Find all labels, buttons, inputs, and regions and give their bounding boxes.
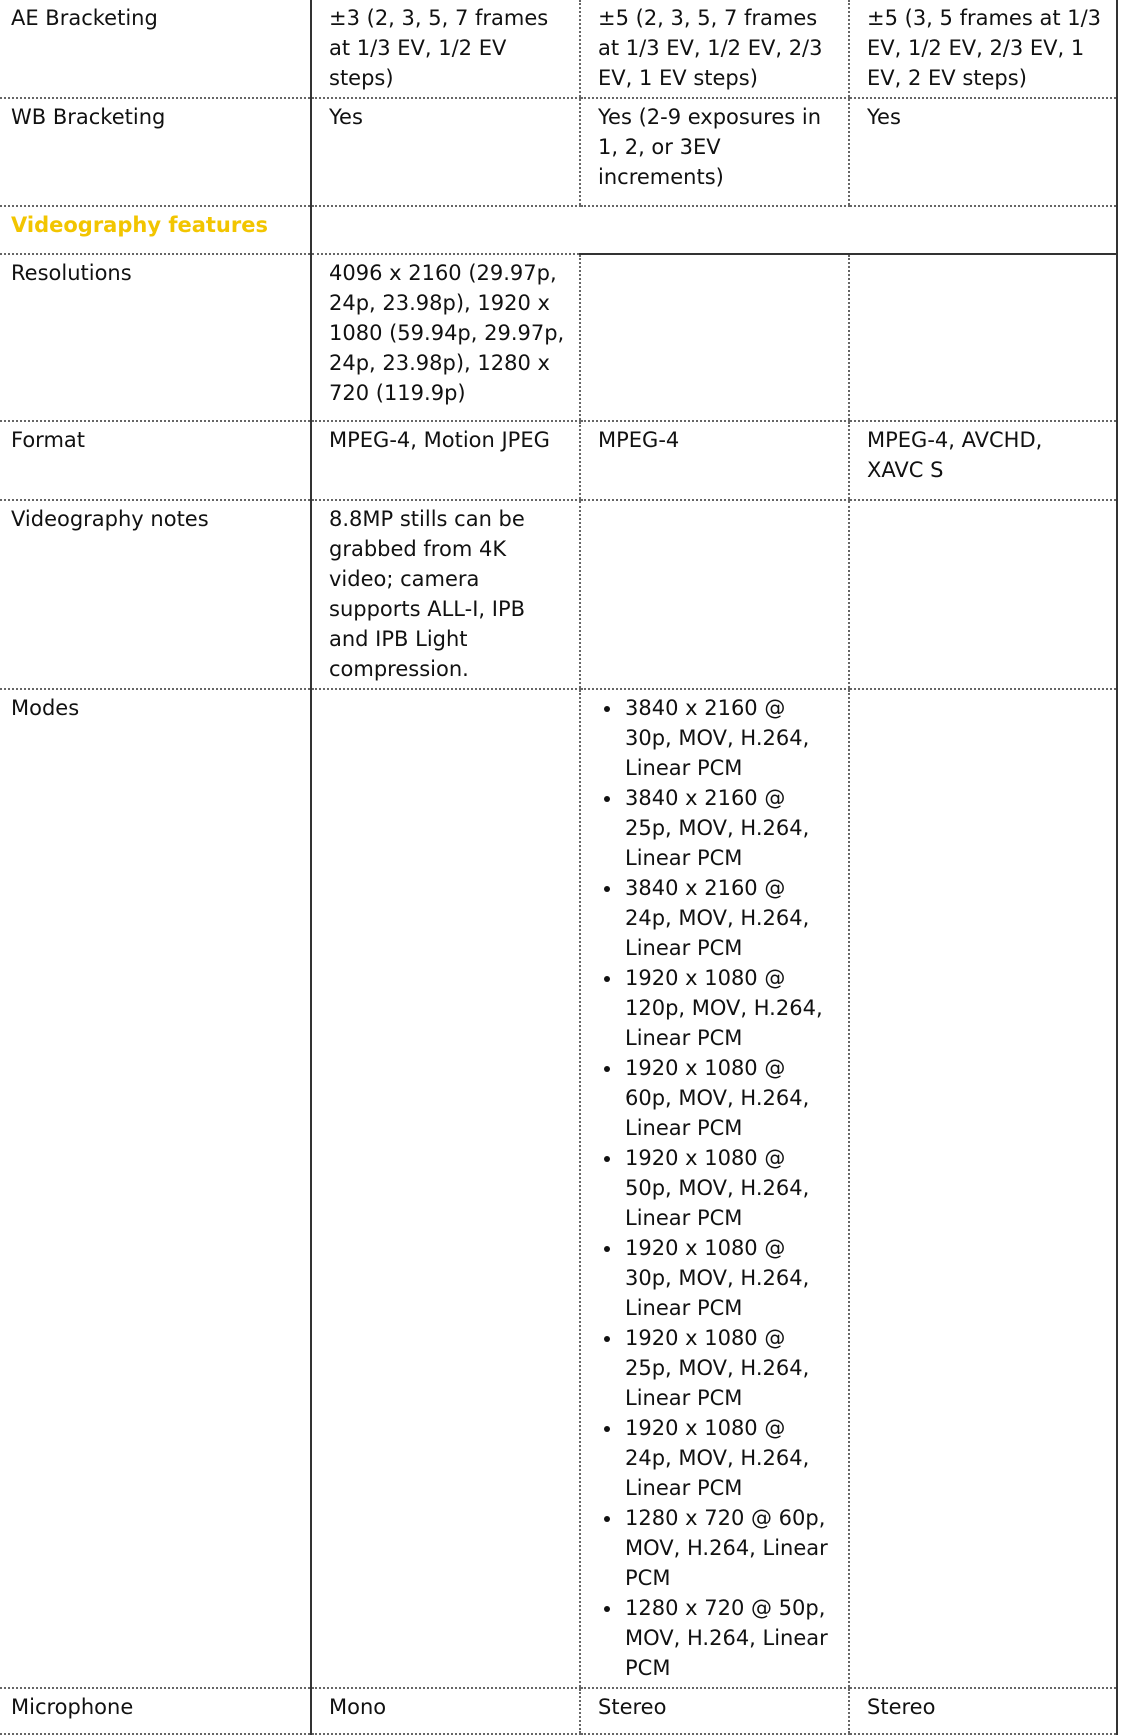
cell-camera-2 (580, 689, 849, 1688)
cell-camera-1: 4096 x 2160 (29.97p, 24p, 23.98p), 1920 x 1080 (59.94p, 29.97p, 24p, 23.98p), 1280 x 720 (119.9p) (311, 254, 580, 421)
row-label: Format (0, 421, 311, 500)
modes-list-item: • 1920 x 1080 @ 30p, MOV, H.264, Linear PCM (623, 1233, 836, 1323)
modes-list-item: • 1920 x 1080 @ 60p, MOV, H.264, Linear PCM (623, 1053, 836, 1143)
cell-camera-3 (849, 254, 1117, 421)
cell-camera-1: Yes (311, 98, 580, 206)
cell-camera-3: MPEG-4, AVCHD, XAVC S (849, 421, 1117, 500)
section-title (0, 206, 311, 254)
modes-list-item: • 1280 x 720 @ 60p, MOV, H.264, Linear PCM (623, 1503, 836, 1593)
section-title-text: Videography features (11, 213, 268, 237)
cell-camera-2: Stereo (580, 1688, 849, 1734)
table-row-videography-notes (0, 500, 1117, 689)
cell-camera-3 (849, 500, 1117, 689)
row-label: Microphone (0, 1688, 311, 1734)
cell-camera-3 (849, 689, 1117, 1688)
table-row-microphone (0, 1688, 1117, 1734)
cell-camera-1: ±3 (2, 3, 5, 7 frames at 1/3 EV, 1/2 EV steps) (311, 0, 580, 98)
modes-list (598, 693, 836, 1683)
cell-camera-2 (580, 254, 849, 421)
cell-camera-2: MPEG-4 (580, 421, 849, 500)
row-label: WB Bracketing (0, 98, 311, 206)
row-label: AE Bracketing (0, 0, 311, 98)
section-empty-cell (311, 206, 1117, 254)
row-label: Videography notes (0, 500, 311, 689)
table-row-modes (0, 689, 1117, 1688)
modes-list-item: • 1920 x 1080 @ 50p, MOV, H.264, Linear PCM (623, 1143, 836, 1233)
modes-list-item: • 1280 x 720 @ 50p, MOV, H.264, Linear PCM (623, 1593, 836, 1683)
modes-list-item: • 1920 x 1080 @ 24p, MOV, H.264, Linear PCM (623, 1413, 836, 1503)
cell-camera-1: Mono (311, 1688, 580, 1734)
row-label: Resolutions (0, 254, 311, 421)
modes-list-item: • 3840 x 2160 @ 24p, MOV, H.264, Linear PCM (623, 873, 836, 963)
table-row-format (0, 421, 1117, 500)
cell-camera-3: Stereo (849, 1688, 1117, 1734)
cell-camera-1: 8.8MP stills can be grabbed from 4K video; camera supports ALL-I, IPB and IPB Light compression. (311, 500, 580, 689)
cell-camera-2: ±5 (2, 3, 5, 7 frames at 1/3 EV, 1/2 EV, 2/3 EV, 1 EV steps) (580, 0, 849, 98)
cell-camera-1: MPEG-4, Motion JPEG (311, 421, 580, 500)
table-row-resolutions (0, 254, 1117, 421)
cell-camera-3: ±5 (3, 5 frames at 1/3 EV, 1/2 EV, 2/3 EV, 1 EV, 2 EV steps) (849, 0, 1117, 98)
table-row-wb-bracketing (0, 98, 1117, 206)
cell-camera-2 (580, 500, 849, 689)
modes-list-item: • 3840 x 2160 @ 30p, MOV, H.264, Linear PCM (623, 693, 836, 783)
modes-list-item: • 1920 x 1080 @ 25p, MOV, H.264, Linear PCM (623, 1323, 836, 1413)
cell-camera-3: Yes (849, 98, 1117, 206)
table-row-ae-bracketing (0, 0, 1117, 98)
row-label: Modes (0, 689, 311, 1688)
modes-list-item: • 3840 x 2160 @ 25p, MOV, H.264, Linear PCM (623, 783, 836, 873)
cell-camera-1 (311, 689, 580, 1688)
cell-camera-2: Yes (2-9 exposures in 1, 2, or 3EV increments) (580, 98, 849, 206)
section-header-row (0, 206, 1117, 254)
modes-list-item: • 1920 x 1080 @ 120p, MOV, H.264, Linear PCM (623, 963, 836, 1053)
